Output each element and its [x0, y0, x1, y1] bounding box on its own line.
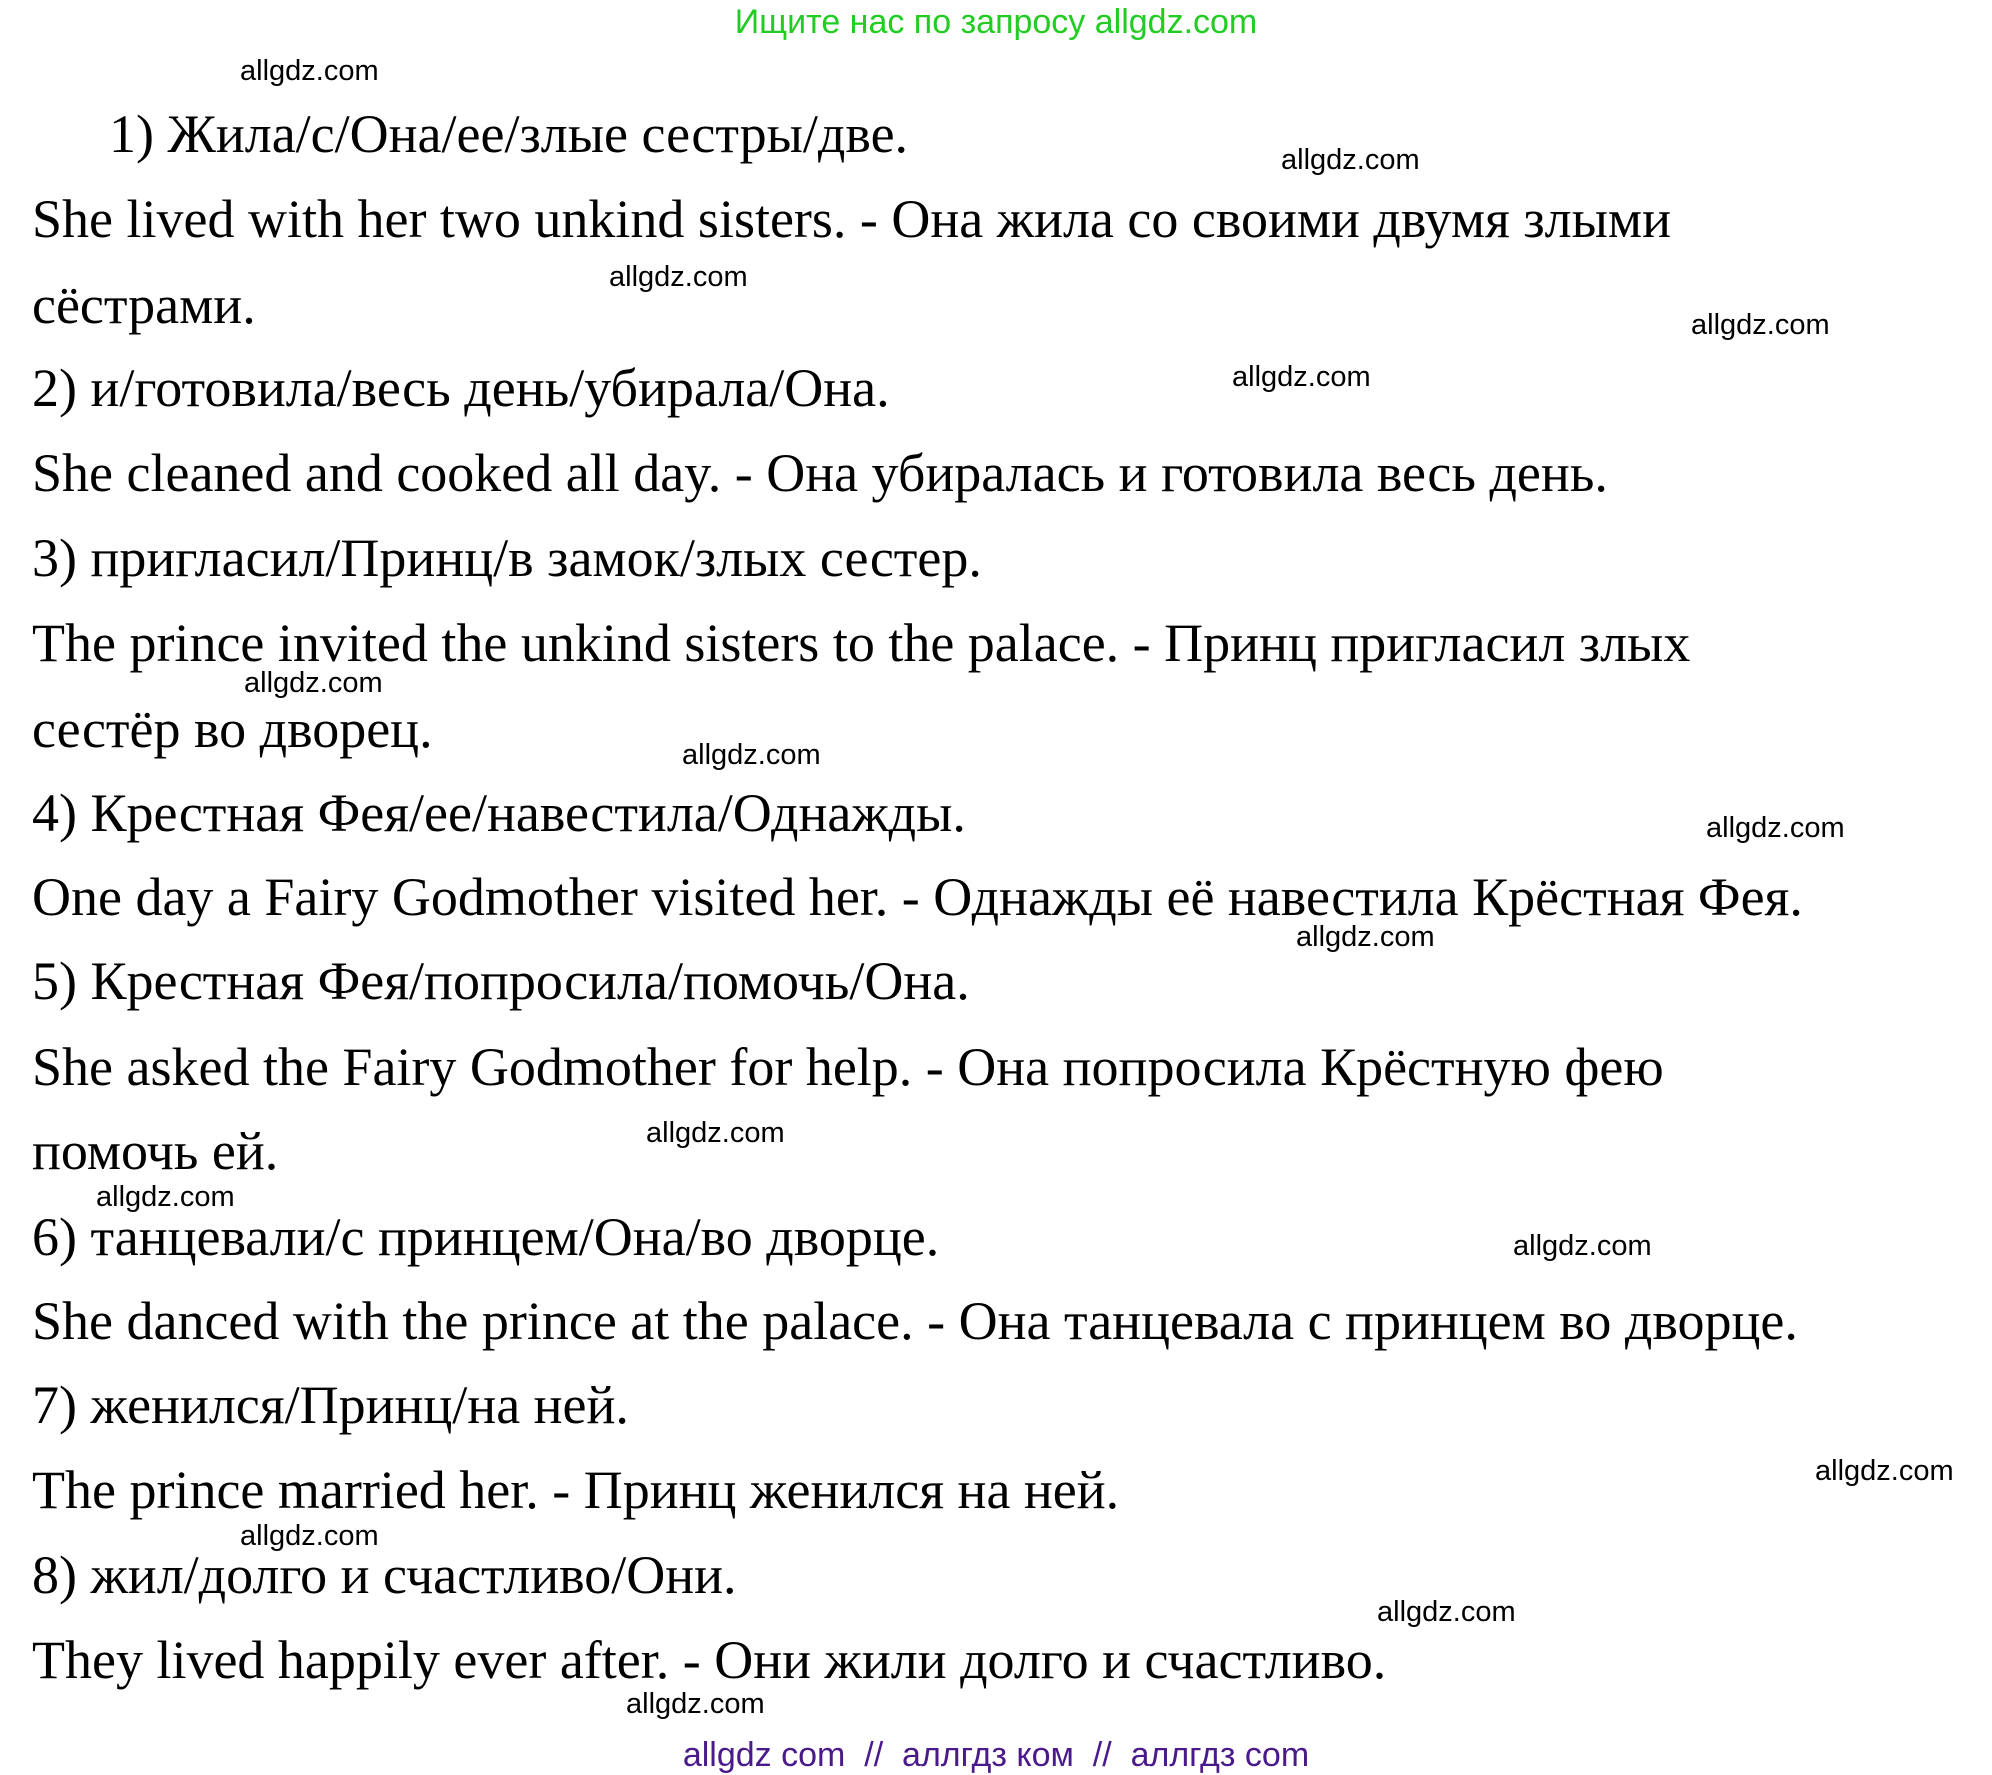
watermark: allgdz.com	[244, 667, 383, 699]
answer-1-cont: сёстрами.	[32, 275, 256, 335]
task-8: 8) жил/долго и счастливо/Они.	[32, 1545, 737, 1605]
watermark: allgdz.com	[96, 1181, 235, 1213]
answer-4: One day a Fairy Godmother visited her. - Однажды её навестила Крёстная Фея.	[32, 867, 1803, 927]
watermark: allgdz.com	[646, 1117, 785, 1149]
watermark: allgdz.com	[1377, 1596, 1516, 1628]
answer-7: The prince married her. - Принц женился на ней.	[32, 1460, 1120, 1520]
watermark: allgdz.com	[626, 1688, 765, 1720]
task-2: 2) и/готовила/весь день/убирала/Она.	[32, 358, 890, 418]
answer-3-cont: сестёр во дворец.	[32, 699, 433, 759]
watermark: allgdz.com	[1281, 144, 1420, 176]
answer-1: She lived with her two unkind sisters. - Она жила со своими двумя злыми	[32, 189, 1671, 249]
task-4: 4) Крестная Фея/ее/навестила/Однажды.	[32, 783, 966, 843]
answer-5-cont: помочь ей.	[32, 1121, 279, 1181]
watermark: allgdz.com	[1691, 309, 1830, 341]
task-1: 1) Жила/с/Она/ее/злые сестры/две.	[109, 104, 909, 164]
task-3: 3) пригласил/Принц/в замок/злых сестер.	[32, 528, 982, 588]
watermark: allgdz.com	[1815, 1455, 1954, 1487]
watermark: allgdz.com	[1706, 812, 1845, 844]
answer-8: They lived happily ever after. - Они жили долго и счастливо.	[32, 1630, 1387, 1690]
task-7: 7) женился/Принц/на ней.	[32, 1375, 629, 1435]
task-6: 6) танцевали/с принцем/Она/во дворце.	[32, 1207, 940, 1267]
watermark: allgdz.com	[240, 1520, 379, 1552]
answer-2: She cleaned and cooked all day. - Она убиралась и готовила весь день.	[32, 443, 1608, 503]
site-footer: allgdz com // аллгдз ком // аллгдз com	[682, 1736, 1310, 1774]
answer-6: She danced with the prince at the palace. - Она танцевала с принцем во дворце.	[32, 1291, 1798, 1351]
answer-3: The prince invited the unkind sisters to the palace. - Принц пригласил злых	[32, 613, 1691, 673]
watermark: allgdz.com	[1296, 921, 1435, 953]
watermark: allgdz.com	[682, 739, 821, 771]
task-5: 5) Крестная Фея/попросила/помочь/Она.	[32, 951, 970, 1011]
watermark: allgdz.com	[240, 55, 379, 87]
watermark: allgdz.com	[1232, 361, 1371, 393]
search-hint-header: Ищите нас по запросу allgdz.com	[734, 3, 1258, 41]
watermark: allgdz.com	[1513, 1230, 1652, 1262]
answer-5: She asked the Fairy Godmother for help. - Она попросила Крёстную фею	[32, 1037, 1664, 1097]
watermark: allgdz.com	[609, 261, 748, 293]
